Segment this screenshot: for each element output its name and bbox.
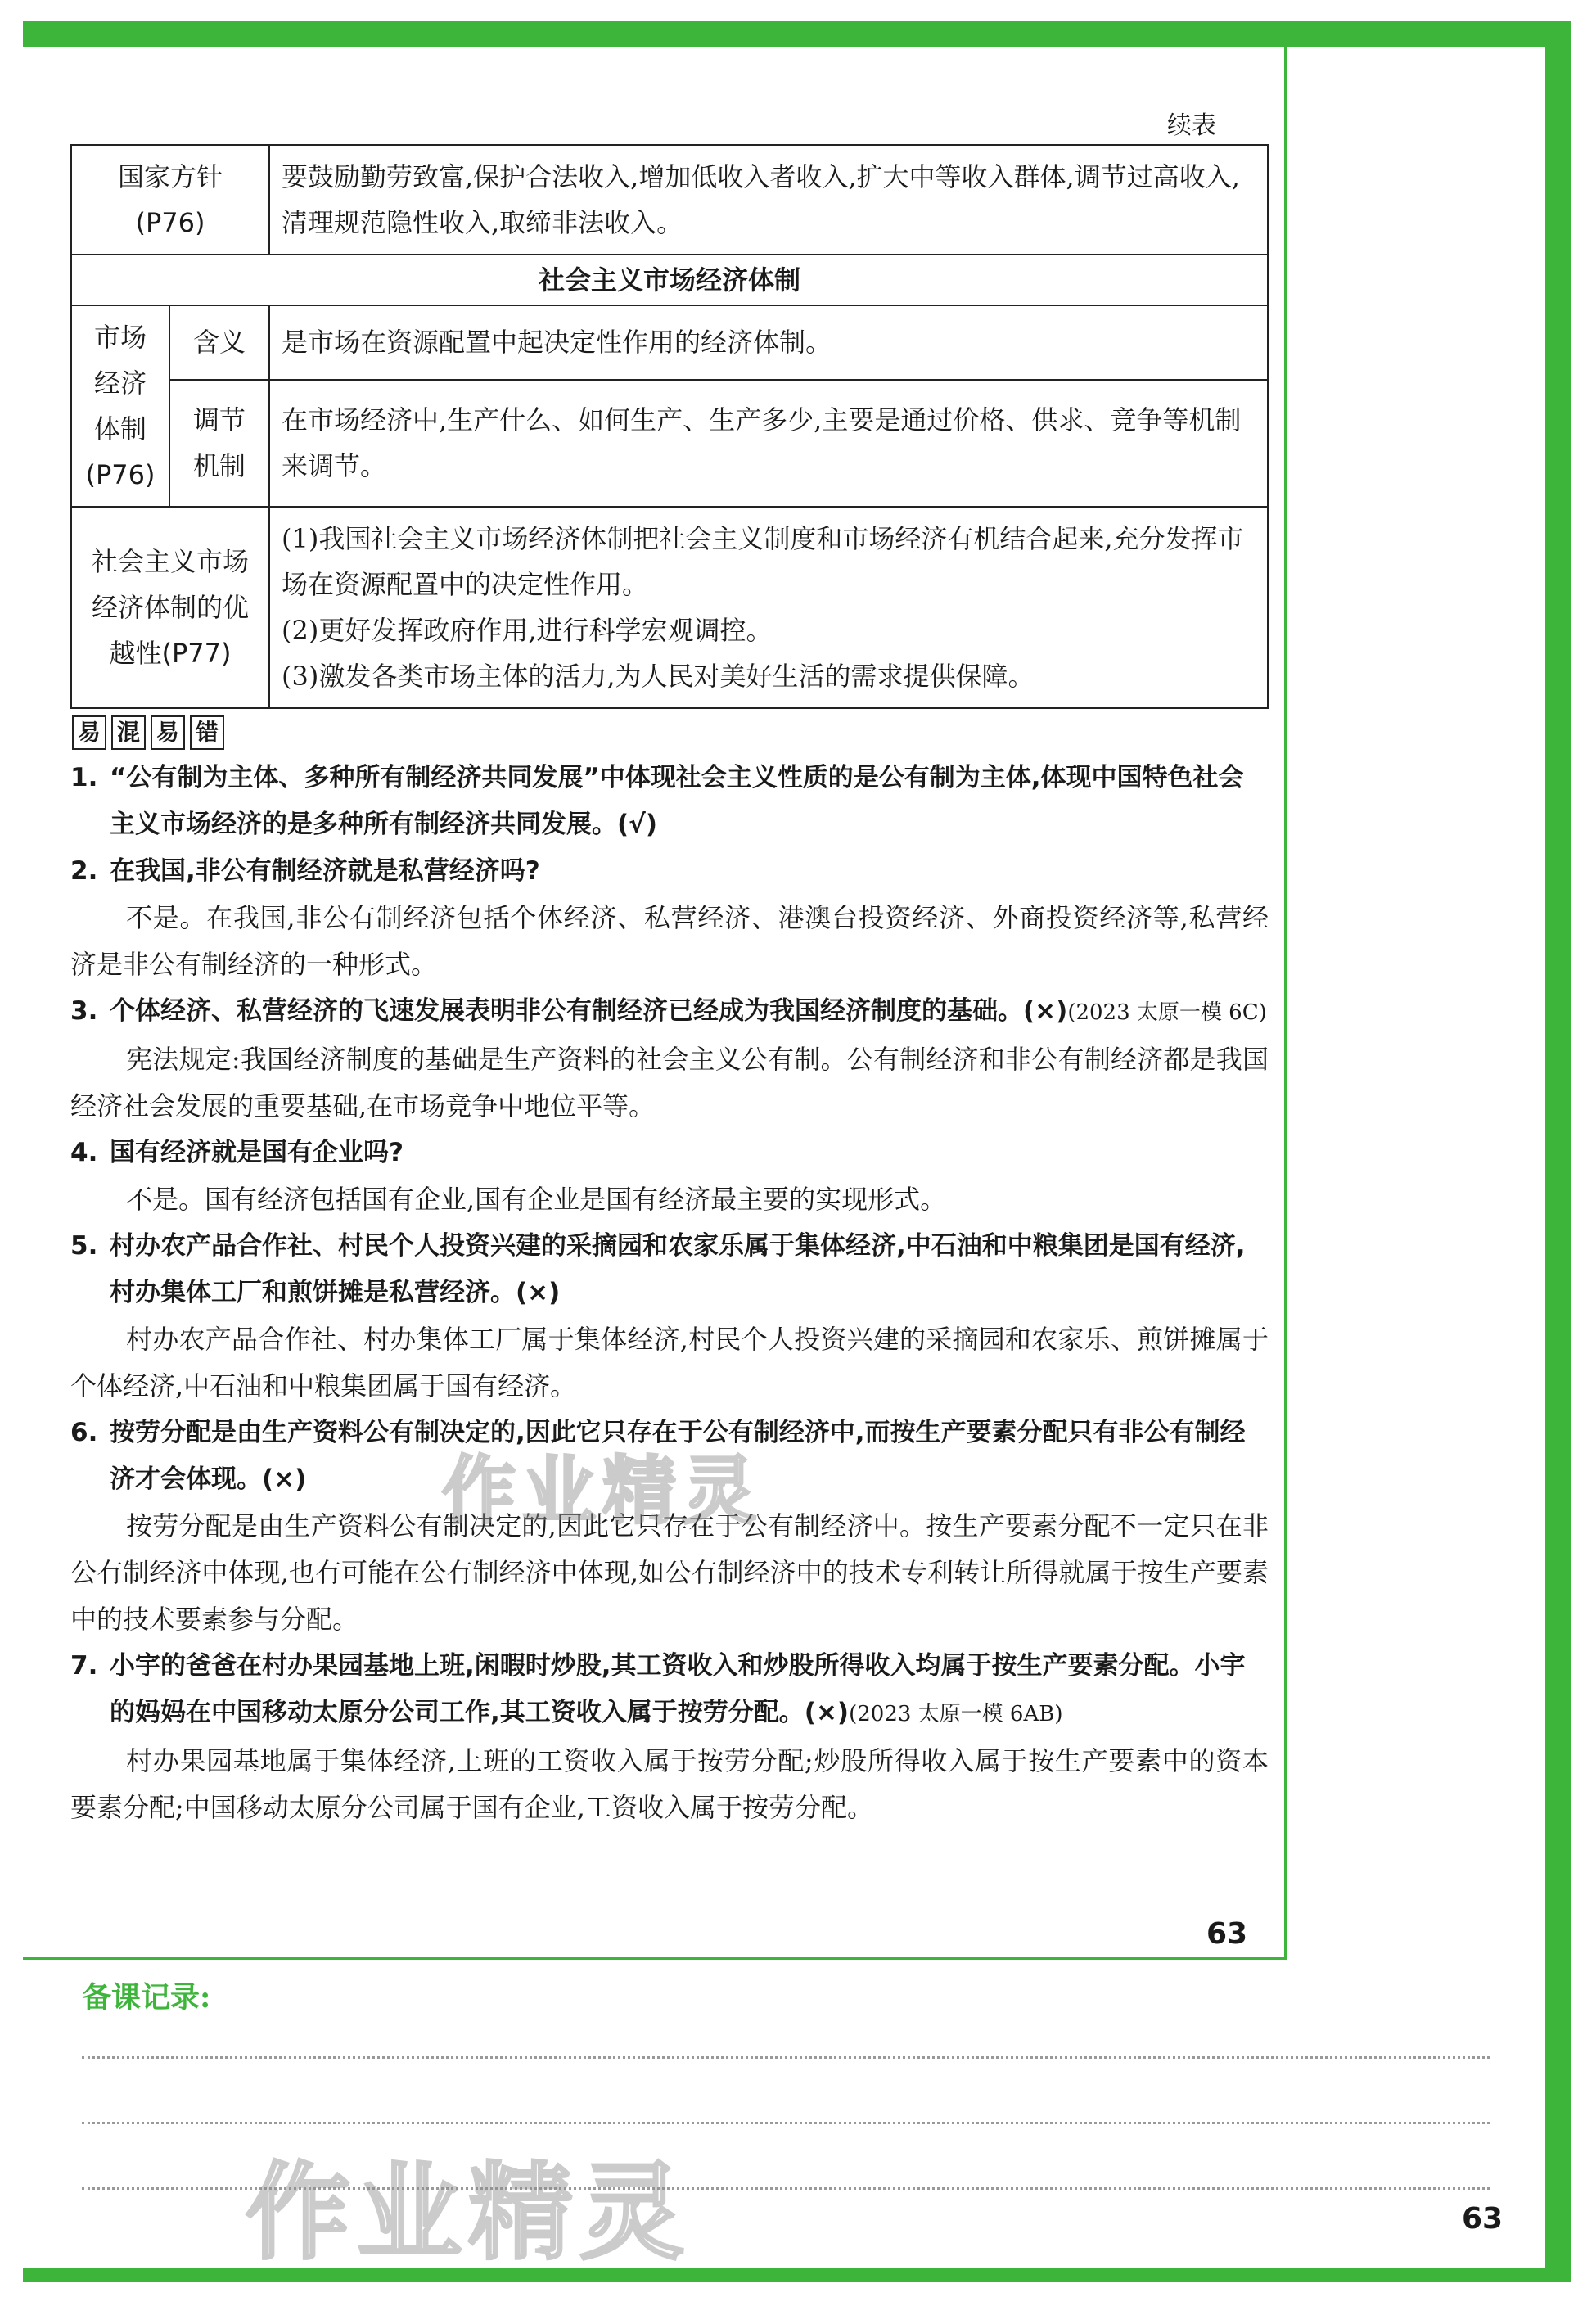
note-line bbox=[82, 2056, 1490, 2059]
regulation-label: 调节机制 bbox=[169, 380, 269, 508]
answer-text: 村办果园基地属于集体经济,上班的工资收入属于按劳分配;炒股所得收入属于按生产要素中的资本要素分配;中国移动太原分公司属于国有企业,工资收入属于按劳分配。 bbox=[70, 1745, 1269, 1823]
tag-char: 易 bbox=[72, 715, 106, 750]
watermark: 作业精灵 bbox=[442, 1448, 763, 1534]
table-row bbox=[71, 380, 1268, 508]
question-number: 1. bbox=[70, 763, 98, 792]
question bbox=[70, 988, 1269, 1036]
list-item bbox=[70, 755, 1269, 848]
right-green-band bbox=[1545, 21, 1571, 2282]
question bbox=[70, 848, 1269, 895]
knowledge-table bbox=[70, 144, 1269, 709]
advantage-label: 社会主义市场经济体制的优越性(P77) bbox=[71, 507, 269, 708]
question-text: 小宇的爸爸在村办果园基地上班,闲暇时炒股,其工资收入和炒股所得收入均属于按生产要素分配。小宇的妈妈在中国移动太原分公司工作,其工资收入属于按劳分配。(×) bbox=[110, 1651, 1246, 1727]
question-text: 个体经济、私营经济的飞速发展表明非公有制经济已经成为我国经济制度的基础。(×) bbox=[110, 996, 1068, 1026]
meaning-label: 含义 bbox=[169, 305, 269, 380]
advantage-item: (2)更好发挥政府作用,进行科学宏观调控。 bbox=[282, 615, 773, 646]
page-number-outer: 63 bbox=[1462, 2202, 1504, 2236]
question-text: 按劳分配是由生产资料公有制决定的,因此它只存在于公有制经济中,而按生产要素分配只有非公有制经济才会体现。(×) bbox=[110, 1418, 1246, 1494]
list-item bbox=[70, 1223, 1269, 1410]
section-header: 社会主义市场经济体制 bbox=[71, 255, 1268, 305]
answer-text: 不是。在我国,非公有制经济包括个体经济、私营经济、港澳台投资经济、外商投资经济等,私营经济是非公有制经济的一种形式。 bbox=[70, 902, 1269, 980]
policy-text: 要鼓励勤劳致富,保护合法收入,增加低收入者收入,扩大中等收入群体,调节过高收入,清理规范隐性收入,取缔非法收入。 bbox=[269, 145, 1268, 255]
list-item bbox=[70, 1643, 1269, 1831]
error-prone-list bbox=[70, 755, 1269, 1831]
advantage-item: (3)激发各类市场主体的活力,为人民对美好生活的需求提供保障。 bbox=[282, 661, 1035, 692]
tag-char: 混 bbox=[111, 715, 146, 750]
question-source: (2023 太原一模 6AB) bbox=[849, 1702, 1063, 1726]
table-row bbox=[71, 145, 1268, 255]
tag-char: 易 bbox=[151, 715, 185, 750]
tag-char: 错 bbox=[190, 715, 224, 750]
note-line bbox=[82, 2122, 1490, 2124]
advantage-text bbox=[269, 507, 1268, 708]
question-text: 村办农产品合作社、村民个人投资兴建的采摘园和农家乐属于集体经济,中石油和中粮集团是国有经济,村办集体工厂和煎饼摊是私营经济。(×) bbox=[110, 1231, 1246, 1307]
table-row bbox=[71, 305, 1268, 380]
regulation-text: 在市场经济中,生产什么、如何生产、生产多少,主要是通过价格、供求、竞争等机制来调节。 bbox=[269, 380, 1268, 508]
table-row bbox=[71, 507, 1268, 708]
watermark: 作业精灵 bbox=[246, 2152, 692, 2274]
question-number: 2. bbox=[70, 856, 98, 886]
answer-text: 不是。国有经济包括国有企业,国有企业是国有经济最主要的实现形式。 bbox=[126, 1184, 947, 1215]
list-item bbox=[70, 988, 1269, 1130]
table-row bbox=[71, 255, 1268, 305]
question-text: “公有制为主体、多种所有制经济共同发展”中体现社会主义性质的是公有制为主体,体现中国特色社会主义市场经济的是多种所有制经济共同发展。(√) bbox=[110, 763, 1244, 839]
answer-text: 村办农产品合作社、村办集体工厂属于集体经济,村民个人投资兴建的采摘园和农家乐、煎饼摊属于个体经济,中石油和中粮集团属于国有经济。 bbox=[70, 1324, 1269, 1401]
policy-label: 国家方针(P76) bbox=[71, 145, 269, 255]
question bbox=[70, 1223, 1269, 1316]
meaning-text: 是市场在资源配置中起决定性作用的经济体制。 bbox=[269, 305, 1268, 380]
answer-text: 宪法规定:我国经济制度的基础是生产资料的社会主义公有制。公有制经济和非公有制经济都是我国经济社会发展的重要基础,在市场竞争中地位平等。 bbox=[70, 1044, 1269, 1121]
question bbox=[70, 755, 1269, 848]
question-text: 国有经济就是国有企业吗? bbox=[110, 1138, 404, 1167]
list-item bbox=[70, 1130, 1269, 1223]
answer-text: 按劳分配是由生产资料公有制决定的,因此它只存在于公有制经济中。按生产要素分配不一定只在非公有制经济中体现,也有可能在公有制经济中体现,如公有制经济中的技术专利转让所得就属于按生产要素中的技术要素参与分配。 bbox=[70, 1510, 1269, 1635]
question-number: 3. bbox=[70, 996, 98, 1026]
advantage-item: (1)我国社会主义市场经济体制把社会主义制度和市场经济有机结合起来,充分发挥市场在资源配置中的决定性作用。 bbox=[282, 523, 1244, 600]
question bbox=[70, 1130, 1269, 1176]
question-number: 5. bbox=[70, 1231, 98, 1261]
question bbox=[70, 1643, 1269, 1738]
page-number-inner: 63 bbox=[1206, 1917, 1248, 1951]
question-number: 6. bbox=[70, 1418, 98, 1447]
market-label: 市场经济体制(P76) bbox=[71, 305, 169, 507]
question-text: 在我国,非公有制经济就是私营经济吗? bbox=[110, 856, 540, 886]
question-source: (2023 太原一模 6C) bbox=[1067, 1000, 1267, 1025]
question-number: 7. bbox=[70, 1651, 98, 1681]
list-item bbox=[70, 848, 1269, 988]
notes-label: 备课记录: bbox=[82, 1980, 211, 2015]
error-prone-tag bbox=[72, 715, 224, 750]
continued-label: 续表 bbox=[1167, 111, 1216, 140]
question-number: 4. bbox=[70, 1138, 98, 1167]
